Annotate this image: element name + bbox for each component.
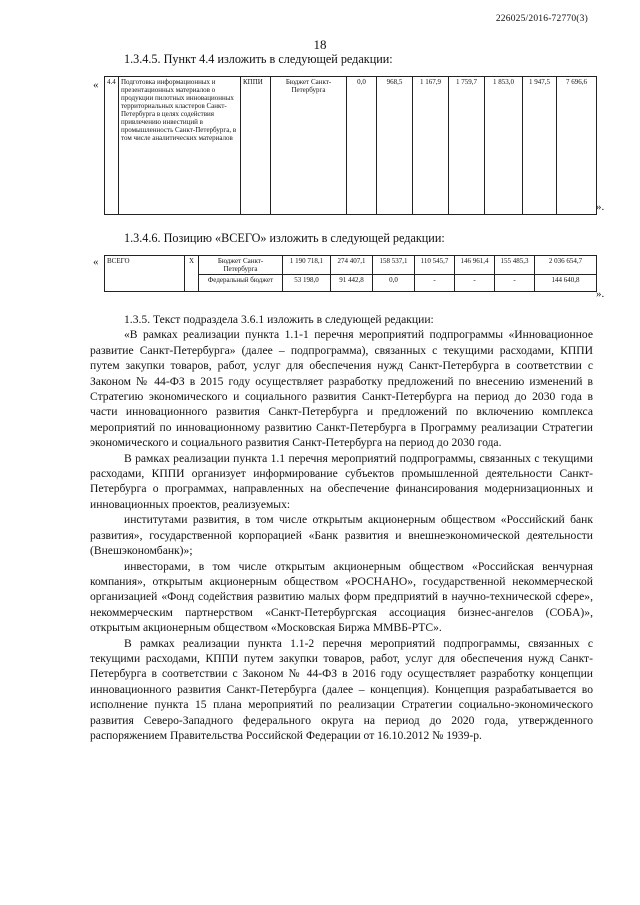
value-cell: 53 198,0	[283, 275, 331, 292]
value-cell: -	[495, 275, 535, 292]
row-source: Бюджет Санкт-Петербурга	[199, 256, 283, 275]
paragraph: В рамках реализации пункта 1.1 перечня мероприятий подпрограммы, связанных с текущими расходами, КППИ организует информирование субъектов промышленной деятельности Санкт-Петербурга о программах, направленных на обеспечение финансирования модернизационных и инновационных проектов, реализуемых:	[90, 451, 593, 511]
row-name: Подготовка информационных и презентационных материалов о продукции пилотных инновационных территориальных кластеров Санкт-Петербурга в целях содействия привлечению инвестиций в промышленность Санкт-Петербурга, в том числе аналитических материалов	[119, 77, 241, 215]
close-quote-1346: ».	[596, 288, 605, 300]
heading-1345: 1.3.4.5. Пункт 4.4 изложить в следующей редакции:	[124, 52, 393, 66]
value-cell: 1 947,5	[523, 77, 557, 215]
close-quote-1345: ».	[596, 201, 605, 213]
value-cell: 144 640,8	[535, 275, 597, 292]
open-quote-1346: «	[93, 256, 99, 268]
table-row	[105, 77, 597, 215]
value-cell: 1 759,7	[449, 77, 485, 215]
row-executor: КППИ	[241, 77, 271, 215]
document-number: 226025/2016-72770(3)	[495, 14, 588, 24]
value-cell: 158 537,1	[373, 256, 415, 275]
row-number: 4.4	[105, 77, 119, 215]
page-number: 18	[313, 37, 327, 52]
value-cell: 968,5	[377, 77, 413, 215]
value-cell: 1 190 718,1	[283, 256, 331, 275]
value-cell: 0,0	[373, 275, 415, 292]
value-cell: 1 167,9	[413, 77, 449, 215]
paragraph: институтами развития, в том числе открытым акционерным обществом «Российский банк развития», государственной корпорацией «Банк развития и внешнеэкономической деятельности (Внешэкономбанк)»;	[90, 513, 593, 558]
table-row	[105, 256, 597, 275]
section-1-3-5	[90, 312, 593, 743]
value-cell: -	[455, 275, 495, 292]
row-source: Бюджет Санкт-Петербурга	[271, 77, 347, 215]
heading-135: 1.3.5. Текст подраздела 3.6.1 изложить в следующей редакции:	[124, 313, 434, 326]
value-cell: 7 696,6	[557, 77, 597, 215]
value-cell: 146 961,4	[455, 256, 495, 275]
open-quote-1345: «	[93, 79, 99, 91]
value-cell: -	[415, 275, 455, 292]
paragraph: «В рамках реализации пункта 1.1-1 перечня мероприятий подпрограммы «Инновационное развитие Санкт-Петербурга» (далее – подпрограмма), связанных с текущими расходами, КППИ путем закупки товаров, работ, услуг для обеспечения нужд Санкт-Петербурга в соответствии с Законом № 44-ФЗ в 2015 году осуществляет разработку предложений по внесению изменений в Стратегию экономического и социального развития Санкт-Петербурга на период до 2030 года в части инновационного развития Санкт-Петербурга и предложений по включению комплекса мероприятий по инновационному развитию Санкт-Петербурга в Программу реализации Стратегии экономического и социального развития Санкт-Петербурга на период до 2030 года.	[90, 328, 593, 450]
value-cell: 0,0	[347, 77, 377, 215]
paragraph: инвесторами, в том числе открытым акционерным обществом «Российская венчурная компания», открытым акционерным обществом «РОСНАНО», государственной некоммерческой организацией «Фонд содействия развитию малых форм предприятий в научно-технической сфере», некоммерческим партнерством «Санкт-Петербургская ассоциация бизнес-ангелов (СОБА)», открытым акционерным обществом «Московская Биржа ММВБ-РТС».	[90, 559, 593, 635]
value-cell: 110 545,7	[415, 256, 455, 275]
value-cell: 155 485,3	[495, 256, 535, 275]
paragraph: В рамках реализации пункта 1.1-2 перечня мероприятий подпрограммы, связанных с текущими расходами, КППИ путем закупки товаров, работ, услуг для обеспечения нужд Санкт-Петербурга в соответствии с Законом № 44-ФЗ в 2016 году осуществляет разработку концепции инновационного развития Санкт-Петербурга (далее – концепция). Концепция разрабатывается во исполнение пункта 15 плана мероприятий по реализации Стратегии социально-экономического развития Северо-Западного федерального округа на период до 2020 года, утвержденного распоряжением Правительства Российской Федерации от 16.10.2012 № 1939-р.	[90, 636, 593, 742]
heading-1346: 1.3.4.6. Позицию «ВСЕГО» изложить в следующей редакции:	[124, 231, 445, 245]
total-label: ВСЕГО	[105, 256, 185, 292]
table-item-4-4	[104, 76, 597, 215]
table-total	[104, 255, 597, 292]
row-source: Федеральный бюджет	[199, 275, 283, 292]
value-cell: 91 442,8	[331, 275, 373, 292]
total-executor: X	[185, 256, 199, 292]
value-cell: 274 407,1	[331, 256, 373, 275]
value-cell: 2 036 654,7	[535, 256, 597, 275]
value-cell: 1 853,0	[485, 77, 523, 215]
